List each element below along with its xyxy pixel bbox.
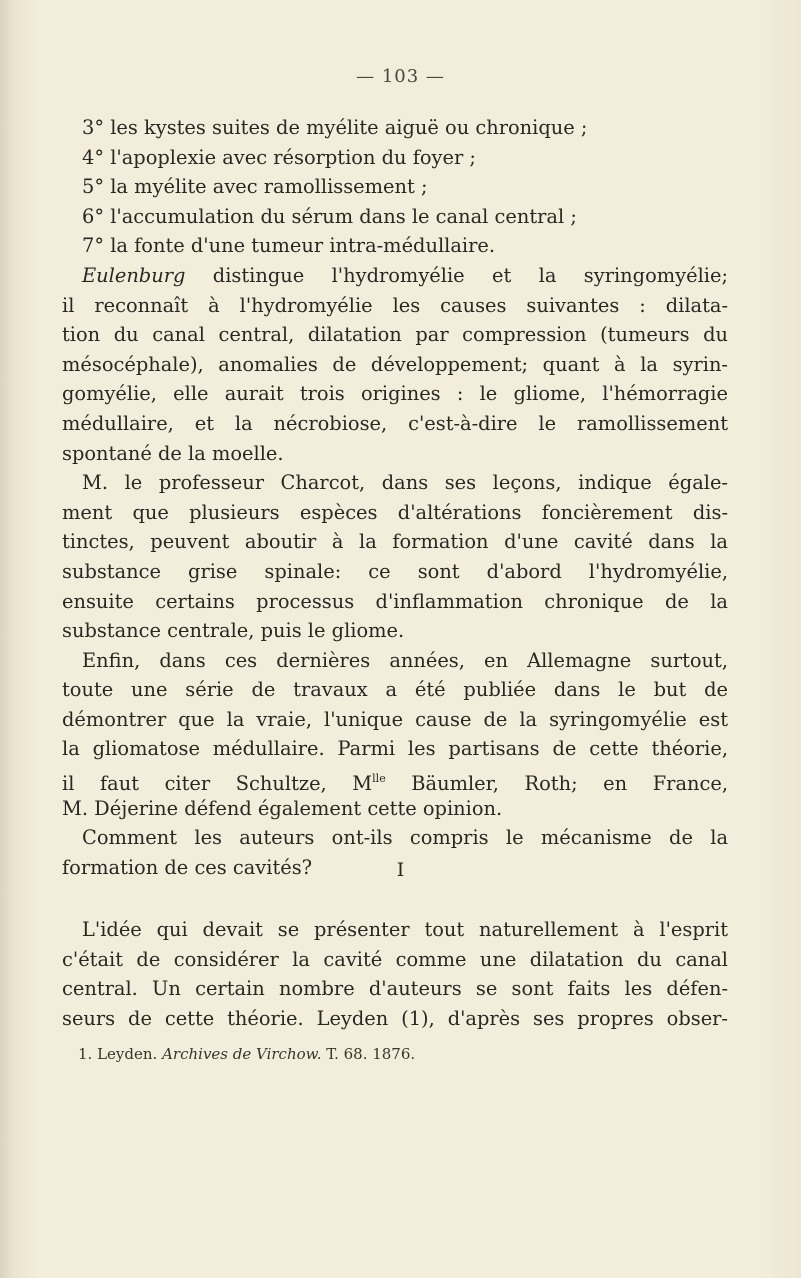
- paragraph-line: mésocéphale), anomalies de développement; quant à la syrin-: [62, 352, 728, 376]
- footnote-detail: T. 68. 1876.: [326, 1045, 416, 1063]
- text-run: il faut citer Schultze, M: [62, 772, 373, 796]
- paragraph-line: M. Déjerine défend également cette opinion.: [62, 796, 503, 820]
- text-run: distingue l'hydromyélie et la syringomyélie;: [212, 263, 728, 287]
- paragraph-line: [62, 261, 728, 291]
- paragraph-line: ensuite certains processus d'inflammation chronique de la: [62, 589, 728, 613]
- footnote-journal: Archives de Virchow.: [162, 1045, 322, 1063]
- footnote: [78, 1045, 415, 1063]
- section-heading: I: [396, 859, 405, 881]
- paragraph-line: médullaire, et la nécrobiose, c'est-à-dire le ramollissement: [62, 411, 728, 435]
- paragraph-line: substance centrale, puis le gliome.: [62, 619, 405, 643]
- paragraph-line: Comment les auteurs ont-ils compris le mécanisme de la: [82, 826, 728, 850]
- paragraph-line: toute une série de travaux a été publiée dans le but de: [62, 678, 728, 702]
- paragraph-line: spontané de la moelle.: [62, 441, 284, 465]
- body-text: [62, 113, 728, 882]
- paragraph-line: formation de ces cavités?: [62, 855, 313, 879]
- paragraph-line: c'était de considérer la cavité comme une dilatation du canal: [62, 947, 728, 971]
- body-text-section-1: [62, 915, 728, 1033]
- paragraph-line: L'idée qui devait se présenter tout naturellement à l'esprit: [82, 918, 728, 941]
- paragraph-line: substance grise spinale: ce sont d'abord l'hydromyélie,: [62, 559, 728, 583]
- paragraph-line: démontrer que la vraie, l'unique cause de la syringomyélie est: [62, 707, 728, 731]
- paragraph-line: la gliomatose médullaire. Parmi les partisans de cette théorie,: [62, 737, 728, 761]
- paragraph-line: M. le professeur Charcot, dans ses leçons, indique égale-: [82, 471, 728, 495]
- paragraph-line: tion du canal central, dilatation par compression (tumeurs du: [62, 323, 728, 347]
- superscript: lle: [372, 772, 386, 786]
- list-item: 7° la fonte d'une tumeur intra-médullaire.: [82, 234, 496, 258]
- list-item: 3° les kystes suites de myélite aiguë ou chronique ;: [82, 116, 588, 139]
- author-name: Eulenburg: [82, 263, 186, 287]
- text-run: Bäumler, Roth; en France,: [385, 772, 728, 796]
- paragraph-line: seurs de cette théorie. Leyden (1), d'après ses propres obser-: [62, 1006, 728, 1030]
- list-item: 6° l'accumulation du sérum dans le canal central ;: [82, 204, 577, 228]
- paragraph-line: Enfin, dans ces dernières années, en Allemagne surtout,: [82, 648, 728, 672]
- list-item: 5° la myélite avec ramollissement ;: [82, 175, 428, 199]
- paragraph-line: tinctes, peuvent aboutir à la formation d'une cavité dans la: [62, 530, 728, 554]
- paragraph-line: ment que plusieurs espèces d'altérations foncièrement dis-: [62, 500, 728, 524]
- paragraph-line: gomyélie, elle aurait trois origines : le gliome, l'hémorragie: [62, 382, 728, 406]
- list-item: 4° l'apoplexie avec résorption du foyer ;: [82, 145, 476, 169]
- paragraph-line: central. Un certain nombre d'auteurs se sont faits les défen-: [62, 977, 728, 1001]
- paragraph-line: il reconnaît à l'hydromyélie les causes suivantes : dilata-: [62, 293, 728, 317]
- footnote-ref: 1. Leyden.: [78, 1045, 158, 1063]
- paragraph-line: [62, 764, 728, 794]
- page-number: — 103 —: [356, 66, 445, 87]
